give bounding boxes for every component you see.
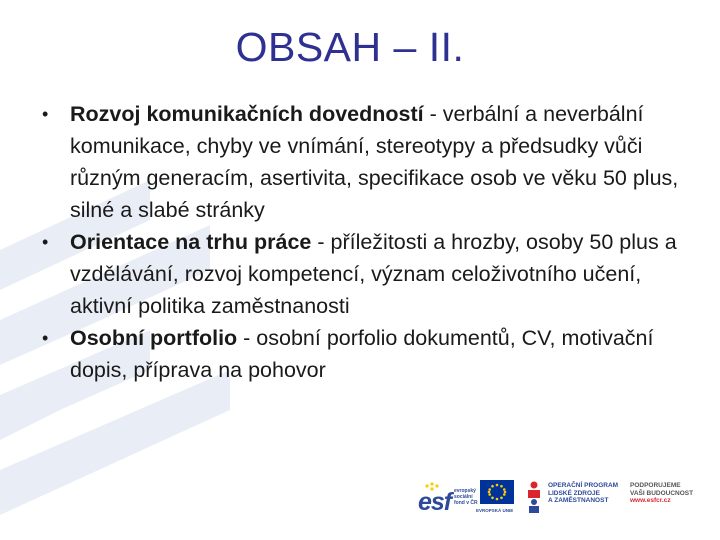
esf-caption-line: fond v ČR [454, 500, 478, 506]
support-caption [630, 482, 710, 505]
support-caption-line: VAŠI BUDOUCNOST [630, 489, 694, 497]
bullet-list [40, 98, 700, 386]
eu-stars-icon [480, 480, 514, 504]
op-caption-line: LIDSKÉ ZDROJE [548, 489, 601, 497]
op-caption-line: OPERAČNÍ PROGRAM [548, 482, 619, 489]
slide-title: OBSAH – II. [235, 24, 465, 70]
footer-logos [414, 476, 714, 520]
eu-caption: EVROPSKÁ UNIE [476, 508, 514, 513]
esf-logo-text: esf [418, 488, 452, 516]
bullet-heading: Osobní portfolio [70, 326, 238, 350]
esf-caption-line: evropský [454, 488, 476, 494]
eu-flag [480, 480, 514, 504]
op-caption [548, 482, 638, 505]
esf-caption-line: sociální [454, 494, 473, 500]
bullet-text: - příležitosti a hrozby, osoby 50 plus a vzdělávání, rozvoj kompetencí, význam celoživotního učení, aktivní politika zaměstnanosti [70, 230, 677, 318]
bullet-heading: Orientace na trhu práce [70, 230, 312, 254]
bullet-text: - osobní porfolio dokumentů, CV, motivační dopis, příprava na pohovor [70, 326, 654, 382]
bullet-heading: Rozvoj komunikačních dovedností [70, 102, 424, 126]
bullet-item [40, 322, 700, 386]
op-logo [524, 480, 544, 514]
op-caption-line: A ZAMĚSTNANOST [548, 497, 609, 504]
support-caption-line: PODPORUJEME [630, 482, 681, 489]
bullet-text: - verbální a neverbální komunikace, chyby ve vnímání, stereotypy a předsudky vůči různým generacím, asertivita, specifikace osob ve věku 50 plus, silné a slabé stránky [70, 102, 679, 222]
support-url-link[interactable]: www.esfcr.cz [630, 497, 671, 504]
bullet-item [40, 226, 700, 322]
people-icon [524, 480, 544, 514]
bullet-item [40, 98, 700, 226]
